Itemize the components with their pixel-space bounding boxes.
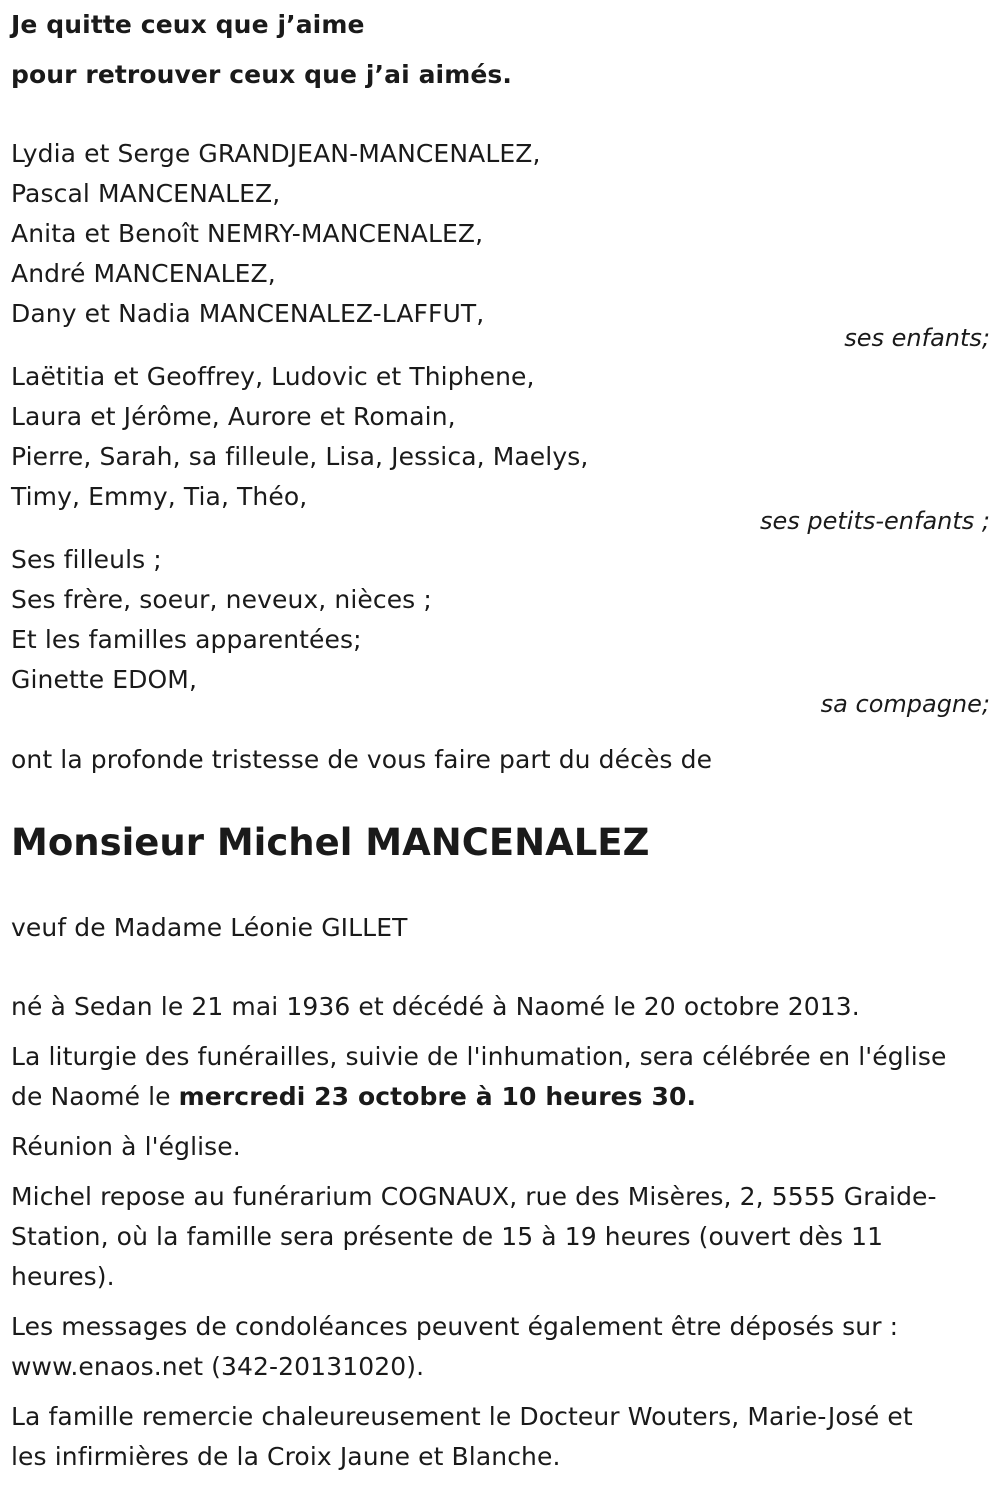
meeting-text: Réunion à l'église.: [11, 1132, 241, 1161]
children-role: ses enfants;: [844, 324, 990, 352]
grandchildren-role: ses petits-enfants ;: [759, 507, 990, 535]
relative-line: Ses filleuls ;: [11, 545, 162, 574]
epigraph-line-1: Je quitte ceux que j’aime: [11, 10, 365, 39]
child-line: Anita et Benoît NEMRY-MANCENALEZ,: [11, 219, 484, 248]
announcement-text: ont la profonde tristesse de vous faire part du décès de: [11, 745, 713, 774]
grandchild-line: Timy, Emmy, Tia, Théo,: [11, 482, 308, 511]
child-line: André MANCENALEZ,: [11, 259, 276, 288]
relative-line: Ses frère, soeur, neveux, nièces ;: [11, 585, 432, 614]
condolences-line: Les messages de condoléances peuvent également être déposés sur :: [11, 1312, 899, 1341]
repose-line: Michel repose au funérarium COGNAUX, rue des Misères, 2, 5555 Graide-: [11, 1182, 937, 1211]
deceased-name: Monsieur Michel MANCENALEZ: [11, 821, 650, 864]
relative-line: Ginette EDOM,: [11, 665, 198, 694]
birth-death-text: né à Sedan le 21 mai 1936 et décédé à Naomé le 20 octobre 2013.: [11, 992, 860, 1021]
grandchild-line: Pierre, Sarah, sa filleule, Lisa, Jessica, Maelys,: [11, 442, 589, 471]
thanks-line: La famille remercie chaleureusement le Docteur Wouters, Marie-José et: [11, 1402, 913, 1431]
epigraph-line-2: pour retrouver ceux que j’ai aimés.: [11, 60, 513, 89]
child-line: Pascal MANCENALEZ,: [11, 179, 281, 208]
condolences-link: www.enaos.net (342-20131020).: [11, 1352, 425, 1381]
funeral-place: de Naomé le: [11, 1082, 179, 1111]
child-line: Dany et Nadia MANCENALEZ-LAFFUT,: [11, 299, 485, 328]
funeral-datetime: mercredi 23 octobre à 10 heures 30.: [178, 1082, 697, 1111]
grandchild-line: Laura et Jérôme, Aurore et Romain,: [11, 402, 456, 431]
widower-text: veuf de Madame Léonie GILLET: [11, 913, 408, 942]
relative-line: Et les familles apparentées;: [11, 625, 362, 654]
repose-line: heures).: [11, 1262, 115, 1291]
funeral-line-2: [11, 1082, 696, 1112]
repose-line: Station, où la famille sera présente de 15 à 19 heures (ouvert dès 11: [11, 1222, 884, 1251]
grandchild-line: Laëtitia et Geoffrey, Ludovic et Thiphene,: [11, 362, 535, 391]
child-line: Lydia et Serge GRANDJEAN-MANCENALEZ,: [11, 139, 541, 168]
companion-role: sa compagne;: [820, 690, 990, 718]
thanks-line: les infirmières de la Croix Jaune et Blanche.: [11, 1442, 561, 1471]
funeral-line-1: La liturgie des funérailles, suivie de l'inhumation, sera célébrée en l'église: [11, 1042, 947, 1071]
